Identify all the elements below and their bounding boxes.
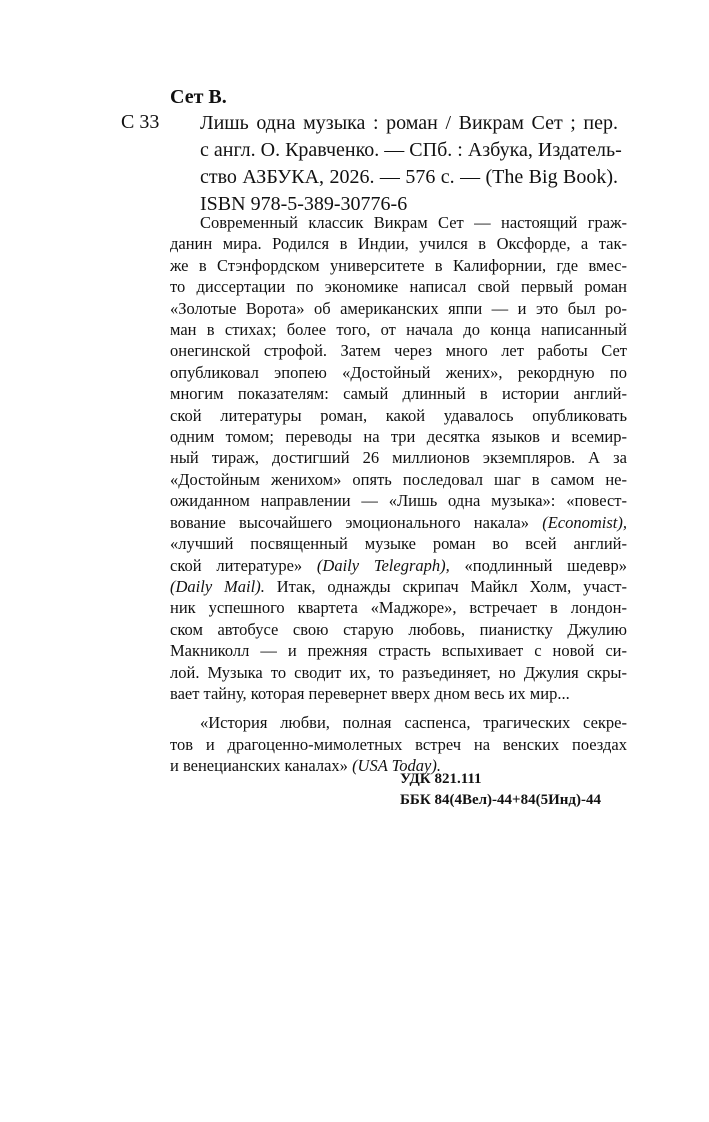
annotation-line xyxy=(170,512,627,533)
source-citation: (USA Today). xyxy=(352,756,441,776)
annotation-text: ской литературе» xyxy=(170,555,317,575)
annotation-text: вование высочайшего эмоционального накала» xyxy=(170,512,543,532)
quote-line: тов и драгоценно-мимолетных встреч на венских поездах xyxy=(170,734,627,754)
annotation-line: вает тайну, которая перевернет вверх дном весь их мир... xyxy=(170,683,570,703)
annotation-line: ожиданном направлении — «Лишь одна музыка»: «повест- xyxy=(170,491,627,511)
annotation-line: Макниколл — и прежняя страсть вспыхивает с новой си- xyxy=(170,641,627,661)
shelf-code: С 33 xyxy=(121,111,160,133)
annotation-text: «подлинный шедевр» xyxy=(449,555,627,575)
annotation-line: «Достойным женихом» опять последовал шаг в самом не- xyxy=(170,469,627,489)
annotation-line: ман в стихах; более того, от начала до конца написанный xyxy=(170,320,627,340)
annotation-text: и венецианских каналах» xyxy=(170,756,353,776)
quote-line: «История любви, полная саспенса, трагических секре- xyxy=(200,713,627,733)
annotation-line xyxy=(170,576,627,597)
annotation-line: же в Стэнфордском университете в Калифорнии, где вмес- xyxy=(170,255,627,275)
isbn-line: ISBN 978-5-389-30776-6 xyxy=(200,193,408,215)
annotation-line: лой. Музыка то сводит их, то разъединяет, но Джулия скры- xyxy=(170,662,627,682)
annotation-line xyxy=(170,555,627,576)
annotation-line: ской литературы роман, какой удавалось опубликовать xyxy=(170,405,627,425)
annotation-line: «Золотые Ворота» об американских яппи — и это был ро- xyxy=(170,298,627,318)
annotation-line: одним томом; переводы на три десятка языков и всемир- xyxy=(170,427,627,447)
biblio-line: с англ. О. Кравченко. — СПб. : Азбука, Издатель- xyxy=(200,139,622,161)
biblio-line: Лишь одна музыка : роман / Викрам Сет ; пер. xyxy=(200,112,618,134)
annotation-line: ник успешного квартета «Маджоре», встречает в лондон- xyxy=(170,598,627,618)
annotation xyxy=(170,212,627,777)
udk-code: УДК 821.111 xyxy=(400,771,482,787)
classification-codes xyxy=(400,769,601,811)
annotation-line: данин мира. Родился в Индии, учился в Оксфорде, а так- xyxy=(170,234,627,254)
biblio-line: ство АЗБУКА, 2026. — 576 с. — (The Big Book). xyxy=(200,166,618,188)
annotation-line: «лучший посвященный музыке роман во всей англий- xyxy=(170,534,627,554)
annotation-line: многим показателям: самый длинный в истории англий- xyxy=(170,384,627,404)
annotation-paragraph xyxy=(170,212,627,704)
author-heading: Сет В. xyxy=(170,86,227,108)
annotation-line: ный тираж, достигший 26 миллионов экземпляров. А за xyxy=(170,448,627,468)
annotation-line: Современный классик Викрам Сет — настоящий граж- xyxy=(200,213,627,232)
bbk-code: ББК 84(4Вел)-44+84(5Инд)-44 xyxy=(400,792,601,808)
source-citation: (Daily Telegraph), xyxy=(316,555,450,575)
bibliographic-description xyxy=(200,110,622,218)
annotation-line: онегинской строфой. Затем через много лет работы Сет xyxy=(170,341,627,361)
source-citation: (Daily Mail). xyxy=(170,576,265,596)
source-citation: (Economist), xyxy=(542,512,627,532)
annotation-line: то диссертации по экономике написал свой первый роман xyxy=(170,277,627,297)
annotation-line: опубликовал эпопею «Достойный жених», рекордную по xyxy=(170,362,627,382)
annotation-line: ском автобусе свою старую любовь, пианистку Джулию xyxy=(170,619,627,639)
annotation-text: Итак, однажды скрипач Майкл Холм, участ- xyxy=(264,576,627,596)
quote-paragraph xyxy=(170,712,627,776)
